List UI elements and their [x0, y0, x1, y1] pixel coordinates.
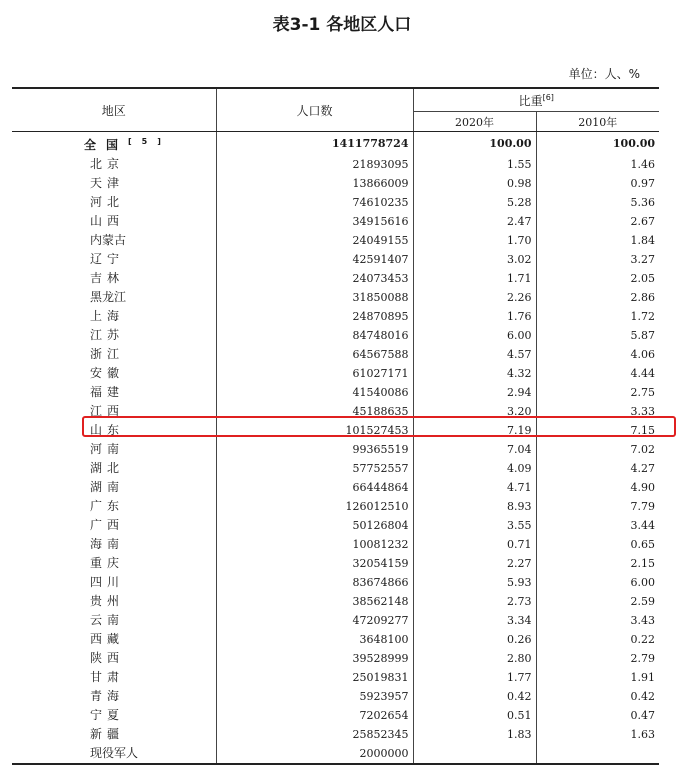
region-cell: 河南 — [12, 440, 216, 459]
table-row — [12, 611, 659, 630]
share-2010-cell: 4.44 — [630, 367, 656, 380]
share-2010-cell: 3.33 — [630, 405, 656, 418]
total-population: 1411778724 — [216, 132, 413, 156]
region-cell: 江苏 — [12, 326, 216, 345]
region-cell: 贵州 — [12, 592, 216, 611]
share-2010-cell: 2.05 — [630, 272, 656, 285]
population-cell: 42591407 — [216, 250, 413, 269]
population-cell: 61027171 — [216, 364, 413, 383]
population-cell: 34915616 — [216, 212, 413, 231]
share-2010-cell: 1.84 — [630, 234, 656, 247]
share-2020-cell: 1.55 — [413, 155, 536, 174]
region-cell: 广东 — [12, 497, 216, 516]
share-2020-cell: 6.00 — [413, 326, 536, 345]
population-cell: 25019831 — [216, 668, 413, 687]
table-row — [12, 307, 659, 326]
total-share-2020: 100.00 — [413, 132, 536, 156]
share-2020-cell: 2.80 — [413, 649, 536, 668]
region-cell: 现役军人 — [12, 744, 216, 764]
share-2020-cell: 3.02 — [413, 250, 536, 269]
share-2020-cell: 2.27 — [413, 554, 536, 573]
header-population: 人口数 — [216, 88, 413, 132]
population-cell: 41540086 — [216, 383, 413, 402]
header-share — [413, 88, 659, 112]
region-cell: 内蒙古 — [12, 231, 216, 250]
share-2010-cell: 0.65 — [630, 538, 656, 551]
table-row — [12, 744, 659, 764]
share-2010-cell: 6.00 — [630, 576, 656, 589]
table-row — [12, 478, 659, 497]
share-2010-cell: 3.27 — [630, 253, 656, 266]
share-2010-cell: 0.47 — [630, 709, 656, 722]
table-row — [12, 687, 659, 706]
region-cell: 重庆 — [12, 554, 216, 573]
share-2020-cell: 5.93 — [413, 573, 536, 592]
unit-label: 单位：人、% — [568, 67, 640, 81]
population-cell: 5923957 — [216, 687, 413, 706]
population-cell: 38562148 — [216, 592, 413, 611]
region-cell: 河北 — [12, 193, 216, 212]
population-cell: 99365519 — [216, 440, 413, 459]
share-2020-cell: 4.71 — [413, 478, 536, 497]
population-cell: 2000000 — [216, 744, 413, 764]
share-2010-cell: 5.36 — [630, 196, 656, 209]
region-cell: 海南 — [12, 535, 216, 554]
share-2010-cell: 1.91 — [630, 671, 656, 684]
population-cell: 57752557 — [216, 459, 413, 478]
region-cell: 湖南 — [12, 478, 216, 497]
population-cell: 45188635 — [216, 402, 413, 421]
table-row — [12, 649, 659, 668]
share-2020-cell: 4.32 — [413, 364, 536, 383]
share-2010-cell: 2.59 — [630, 595, 656, 608]
region-cell: 云南 — [12, 611, 216, 630]
share-2020-cell: 2.47 — [413, 212, 536, 231]
total-region-label: 全国 — [84, 138, 129, 152]
share-2010-cell: 4.06 — [630, 348, 656, 361]
table-row — [12, 193, 659, 212]
table-row — [12, 592, 659, 611]
region-cell: 青海 — [12, 687, 216, 706]
population-cell: 24073453 — [216, 269, 413, 288]
share-2020-cell: 5.28 — [413, 193, 536, 212]
region-cell: 山东 — [12, 421, 216, 440]
total-region — [12, 132, 216, 156]
share-2010-cell: 7.15 — [630, 424, 656, 437]
share-2020-cell: 1.71 — [413, 269, 536, 288]
table-row — [12, 345, 659, 364]
population-cell: 66444864 — [216, 478, 413, 497]
table-row — [12, 535, 659, 554]
region-cell: 江西 — [12, 402, 216, 421]
share-2010-cell: 3.44 — [630, 519, 656, 532]
share-2020-cell: 1.76 — [413, 307, 536, 326]
share-2010-cell: 0.42 — [630, 690, 656, 703]
region-cell: 宁夏 — [12, 706, 216, 725]
share-2020-cell — [413, 744, 536, 764]
total-note: [5] — [128, 137, 171, 146]
share-2020-cell: 2.26 — [413, 288, 536, 307]
region-cell: 西藏 — [12, 630, 216, 649]
share-2010-cell: 7.02 — [630, 443, 656, 456]
population-cell: 83674866 — [216, 573, 413, 592]
table-row — [12, 630, 659, 649]
table-row — [12, 212, 659, 231]
share-2010-cell: 1.46 — [630, 158, 656, 171]
population-cell: 101527453 — [216, 421, 413, 440]
table-row — [12, 497, 659, 516]
table-row — [12, 231, 659, 250]
share-2010-cell: 2.75 — [630, 386, 656, 399]
share-2010-cell: 2.15 — [630, 557, 656, 570]
table-row — [12, 326, 659, 345]
share-2020-cell: 4.09 — [413, 459, 536, 478]
header-share-note: [6] — [542, 92, 554, 102]
table-row — [12, 668, 659, 687]
share-2020-cell: 2.94 — [413, 383, 536, 402]
population-cell: 39528999 — [216, 649, 413, 668]
share-2010-cell: 2.67 — [630, 215, 656, 228]
table-row — [12, 288, 659, 307]
share-2010-cell: 4.27 — [630, 462, 656, 475]
table-row — [12, 250, 659, 269]
table-row — [12, 421, 659, 440]
region-cell: 吉林 — [12, 269, 216, 288]
share-2020-cell: 3.55 — [413, 516, 536, 535]
share-2010-cell: 7.79 — [630, 500, 656, 513]
population-cell: 24049155 — [216, 231, 413, 250]
population-cell: 10081232 — [216, 535, 413, 554]
share-2010-cell: 0.97 — [630, 177, 656, 190]
population-cell: 64567588 — [216, 345, 413, 364]
population-cell: 7202654 — [216, 706, 413, 725]
table-title: 表3-1 各地区人口 — [272, 15, 412, 35]
region-cell: 辽宁 — [12, 250, 216, 269]
region-cell: 上海 — [12, 307, 216, 326]
region-cell: 北京 — [12, 155, 216, 174]
share-2010-cell: 0.22 — [630, 633, 656, 646]
share-2010-cell: 3.43 — [630, 614, 656, 627]
header-region: 地区 — [12, 88, 216, 132]
header-year-2010: 2010年 — [536, 112, 659, 132]
region-cell: 福建 — [12, 383, 216, 402]
population-cell: 126012510 — [216, 497, 413, 516]
region-cell: 甘肃 — [12, 668, 216, 687]
share-2010-cell: 1.63 — [630, 728, 656, 741]
population-cell: 24870895 — [216, 307, 413, 326]
population-cell: 13866009 — [216, 174, 413, 193]
total-share-2010: 100.00 — [612, 137, 656, 150]
share-2010-cell: 2.86 — [630, 291, 656, 304]
share-2020-cell: 3.34 — [413, 611, 536, 630]
share-2010-cell: 2.79 — [630, 652, 656, 665]
region-cell: 山西 — [12, 212, 216, 231]
share-2020-cell: 1.83 — [413, 725, 536, 744]
share-2020-cell: 0.51 — [413, 706, 536, 725]
table-row — [12, 573, 659, 592]
share-2020-cell: 3.20 — [413, 402, 536, 421]
table-row — [12, 155, 659, 174]
table-row — [12, 364, 659, 383]
share-2020-cell: 4.57 — [413, 345, 536, 364]
share-2020-cell: 0.71 — [413, 535, 536, 554]
header-year-2020: 2020年 — [413, 112, 536, 132]
region-cell: 天津 — [12, 174, 216, 193]
table-row — [12, 174, 659, 193]
region-cell: 陕西 — [12, 649, 216, 668]
share-2010-cell: 5.87 — [630, 329, 656, 342]
table-row — [12, 706, 659, 725]
share-2020-cell: 0.42 — [413, 687, 536, 706]
share-2020-cell: 8.93 — [413, 497, 536, 516]
share-2010-cell: 4.90 — [630, 481, 656, 494]
population-table — [12, 87, 659, 765]
table-row — [12, 383, 659, 402]
header-share-label: 比重 — [518, 93, 543, 108]
region-cell: 四川 — [12, 573, 216, 592]
share-2020-cell: 1.77 — [413, 668, 536, 687]
table-row — [12, 402, 659, 421]
share-2020-cell: 0.26 — [413, 630, 536, 649]
population-cell: 84748016 — [216, 326, 413, 345]
share-2020-cell: 1.70 — [413, 231, 536, 250]
population-cell: 3648100 — [216, 630, 413, 649]
share-2020-cell: 7.04 — [413, 440, 536, 459]
region-cell: 新疆 — [12, 725, 216, 744]
region-cell: 黑龙江 — [12, 288, 216, 307]
population-cell: 21893095 — [216, 155, 413, 174]
population-cell: 50126804 — [216, 516, 413, 535]
population-cell: 47209277 — [216, 611, 413, 630]
share-2020-cell: 7.19 — [413, 421, 536, 440]
table-row — [12, 516, 659, 535]
region-cell: 湖北 — [12, 459, 216, 478]
share-2010-cell: 1.72 — [630, 310, 656, 323]
population-cell: 25852345 — [216, 725, 413, 744]
table-row — [12, 725, 659, 744]
table-row — [12, 554, 659, 573]
table-row — [12, 459, 659, 478]
total-row — [12, 132, 659, 156]
region-cell: 安徽 — [12, 364, 216, 383]
population-cell: 31850088 — [216, 288, 413, 307]
population-cell: 32054159 — [216, 554, 413, 573]
region-cell: 浙江 — [12, 345, 216, 364]
region-cell: 广西 — [12, 516, 216, 535]
table-row — [12, 440, 659, 459]
share-2020-cell: 2.73 — [413, 592, 536, 611]
table-row — [12, 269, 659, 288]
share-2010-cell — [536, 744, 659, 764]
population-cell: 74610235 — [216, 193, 413, 212]
share-2020-cell: 0.98 — [413, 174, 536, 193]
